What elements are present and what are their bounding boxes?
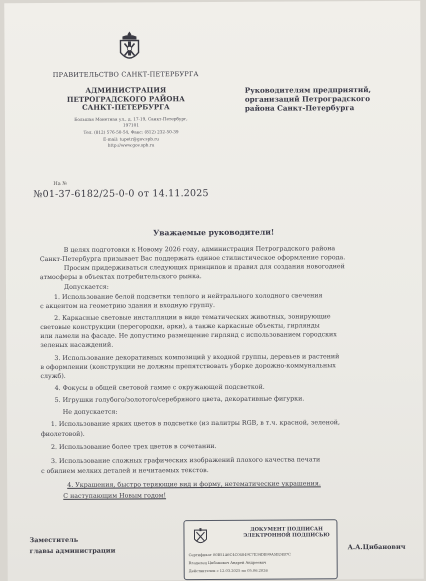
forbidden-item-3a: 3. Использование сложных графических изображений плохого качества печати [51,456,321,465]
letter-sheet [4,1,424,581]
admin-line-2: ПЕТРОГРАДСКОГО РАЙОНА [66,93,185,104]
allowed-header: Допускается: [63,283,109,291]
recipient-block [245,85,415,113]
allowed-item-3b: в оформлении (конструкции не должны препятствовать уборке дорожно-коммунальных [40,362,336,372]
intro-line-4: атмосферы в объектах потребительского рынка. [39,273,202,282]
administration-title [41,86,211,113]
allowed-item-3c: служб). [40,372,66,381]
forbidden-item-4: 4. Украшения, быстро теряющие вид и форму, нетематические украшения. [67,480,321,489]
email-line[interactable]: E-mail: tupetr@gov.spb.ru [103,136,159,142]
allowed-item-3a: 3. Использование декоративных композиций у входной группы, деревьев и растений [54,353,340,362]
forbidden-item-1b: фиолетовой). [40,430,85,439]
stamp-certificate: Сертификат 00B51A6C4C04849C7E34DB99A5B24B7C [188,552,291,558]
government-title: ПРАВИТЕЛЬСТВО САНКТ-ПЕТЕРБУРГА [52,70,199,79]
address-line: Большая Монетная ул., д. 17-19, Санкт-Петербург, [74,116,188,122]
stamp-title-line-2: ЭЛЕКТРОННОЙ ПОДПИСЬЮ [243,532,330,539]
coat-of-arms-icon [116,30,142,64]
stamp-title-line-1: ДОКУМЕНТ ПОДПИСАН [250,526,323,533]
intro-line-1: В целях подготовки к Новому 2026 году, администрация Петроградского района [63,245,336,254]
recipient-line-2: организаций Петроградского [244,94,371,104]
signer-name: А.А.Цибанович [347,542,406,552]
allowed-item-2d: зеленых насаждений. [40,341,114,350]
intro-line-2: Санкт-Петербурга призывает Вас поддержать единое стилистическое оформление города. [39,254,346,264]
allowed-item-2a: 2. Каркасные световые инсталляции в виде тематических животных, зонирующие [54,313,331,322]
website-line[interactable]: http://www.gov.spb.ru [107,142,155,148]
forbidden-item-2: 2. Использование более трех цветов в сочетании. [50,442,217,451]
signer-position [29,535,115,558]
allowed-item-5: 5. Игрушки голубого/золотого/серебряного цвета, декоративные фигурки. [54,395,305,404]
phone-line: Тел. (812) 576-50-54, Факс: (812) 232-50-39 [83,129,179,135]
allowed-item-2b: световые конструкции (перегородки, арки), а также каркасные объекты, гирлянды [40,322,320,332]
allowed-item-1a: 1. Использование белой подсветки теплого и нейтрального холодного свечения [54,292,323,301]
closing-greeting: С наступающим Новым годом! [63,492,167,500]
admin-line-3: САНКТ-ПЕТЕРБУРГА [82,102,170,112]
admin-line-1: АДМИНИСТРАЦИЯ [85,85,167,95]
allowed-item-2c: или ламели на фасаде. Не допустимо размещение гирлянд с использованием городских [40,331,337,341]
position-line-2: главы администрации [29,546,116,556]
stamp-owner: Владелец Цибанович Андрей Андреевич [188,560,267,566]
recipient-line-1: Руководителям предприятий, [244,85,372,95]
reply-to-label: На № [53,180,68,187]
stamp-validity: Действителен с 12.03.2025 по 05.06.2026 [188,568,268,574]
allowed-item-1b: с акцентом на геометрию здания и входную группу. [40,301,215,311]
greeting: Уважаемые руководители! [153,227,275,238]
document-number: №01-37-6182/25-0-0 от 14.11.2025 [33,188,209,201]
allowed-item-4: 4. Фокусы в общей световой гамме с окружающей подсветкой. [54,383,265,392]
position-line-1: Заместитель [29,535,79,545]
stamp-title [240,526,332,539]
stamp-coat-of-arms-icon [192,527,208,547]
e-signature-stamp [183,519,337,580]
forbidden-item-3b: с обилием мелких деталей и нечитаемых текстов. [41,467,209,476]
forbidden-item-1a: 1. Использование ярких цветов в подсветке (из палитры RGB, в т.ч. красной, зеленой, [50,419,340,428]
recipient-line-3: района Санкт-Петербурга [244,103,355,113]
intro-line-3: Просим придерживаться следующих принципов и правил для создания новогодней [63,263,345,272]
postal-code: 197101 [122,122,139,128]
forbidden-header: Не допускается: [62,408,118,416]
